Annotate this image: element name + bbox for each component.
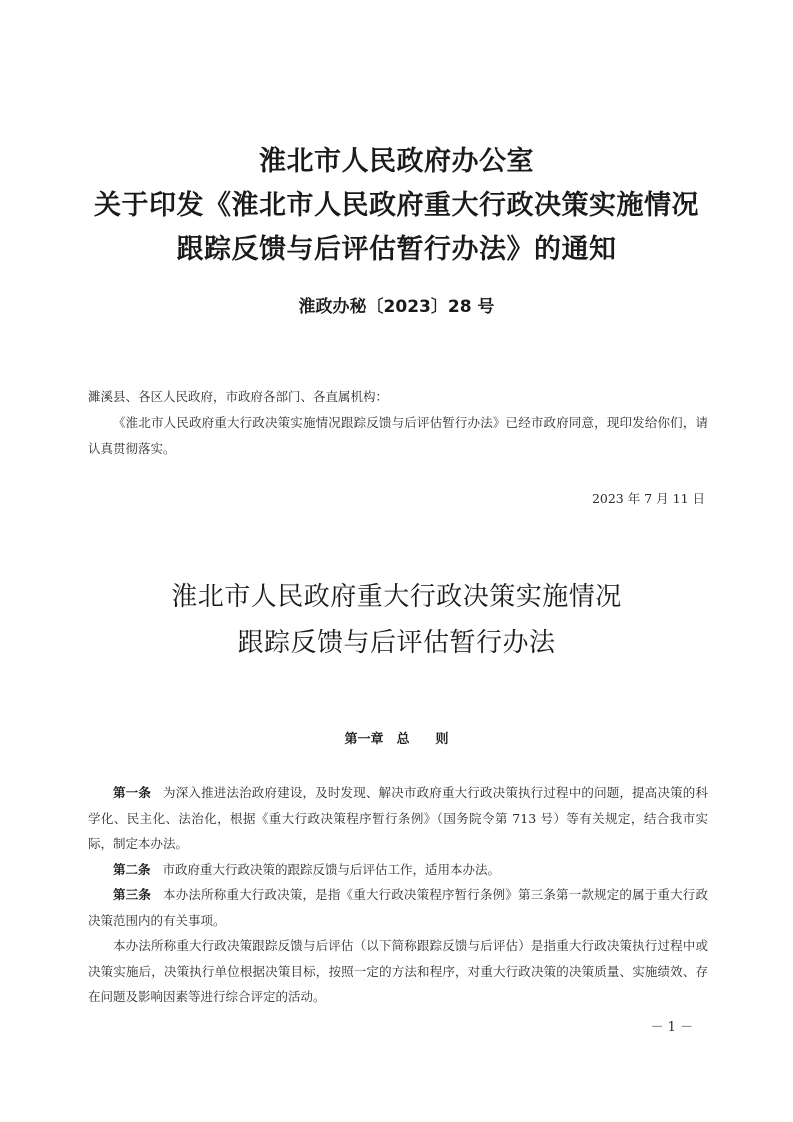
- document-number: 淮政办秘〔2023〕28 号: [298, 297, 495, 317]
- measures-title-line-2: 跟踪反馈与后评估暂行办法: [237, 628, 556, 658]
- article-paragraph: [88, 857, 708, 883]
- notice-title: [0, 140, 793, 272]
- addressee-line: 濉溪县、各区人民政府，市政府各部门、各直属机构：: [88, 389, 389, 404]
- article-label: 第一条: [113, 785, 152, 800]
- measures-title: [0, 574, 793, 666]
- article-text: 为深入推进法治政府建设，及时发现、解决市政府重大行政决策执行过程中的问题，提高决策的科学化、民主化、法治化，根据《重大行政决策程序暂行条例》（国务院令第 713 号）等有关规定，结合我市实际，制定本办法。: [88, 785, 708, 851]
- article-paragraph: [88, 780, 708, 857]
- measures-title-line-1: 淮北市人民政府重大行政决策实施情况: [171, 582, 622, 612]
- notice-date: 2023 年 7 月 11 日: [591, 491, 705, 506]
- article-label: 第二条: [113, 861, 151, 877]
- page-number: － 1 －: [650, 1020, 693, 1035]
- article-text: 本办法所称重大行政决策跟踪反馈与后评估（以下简称跟踪反馈与后评估）是指重大行政决策执行过程中或决策实施后，决策执行单位根据决策目标，按照一定的方法和程序，对重大行政决策的决策质量、实施绩效、存在问题及影响因素等进行综合评定的活动。: [88, 938, 708, 1004]
- articles-section: [88, 780, 708, 1010]
- notice-title-line-1: 淮北市人民政府办公室: [259, 146, 534, 177]
- notice-title-line-3: 跟踪反馈与后评估暂行办法》的通知: [176, 234, 617, 265]
- article-paragraph: [88, 933, 708, 1010]
- chapter-heading: 第一章 总 则: [344, 732, 449, 747]
- article-text: 市政府重大行政决策的跟踪反馈与后评估工作，适用本办法。: [162, 861, 501, 877]
- article-text: 本办法所称重大行政决策，是指《重大行政决策程序暂行条例》第三条第一款规定的属于重大行政决策范围内的有关事项。: [88, 887, 708, 928]
- notice-title-line-2: 关于印发《淮北市人民政府重大行政决策实施情况: [94, 190, 699, 221]
- article-label: 第三条: [113, 887, 152, 902]
- notice-body-paragraph: 《淮北市人民政府重大行政决策实施情况跟踪反馈与后评估暂行办法》已经市政府同意，现印发给你们，请认真贯彻落实。: [88, 415, 708, 456]
- article-paragraph: [88, 882, 708, 933]
